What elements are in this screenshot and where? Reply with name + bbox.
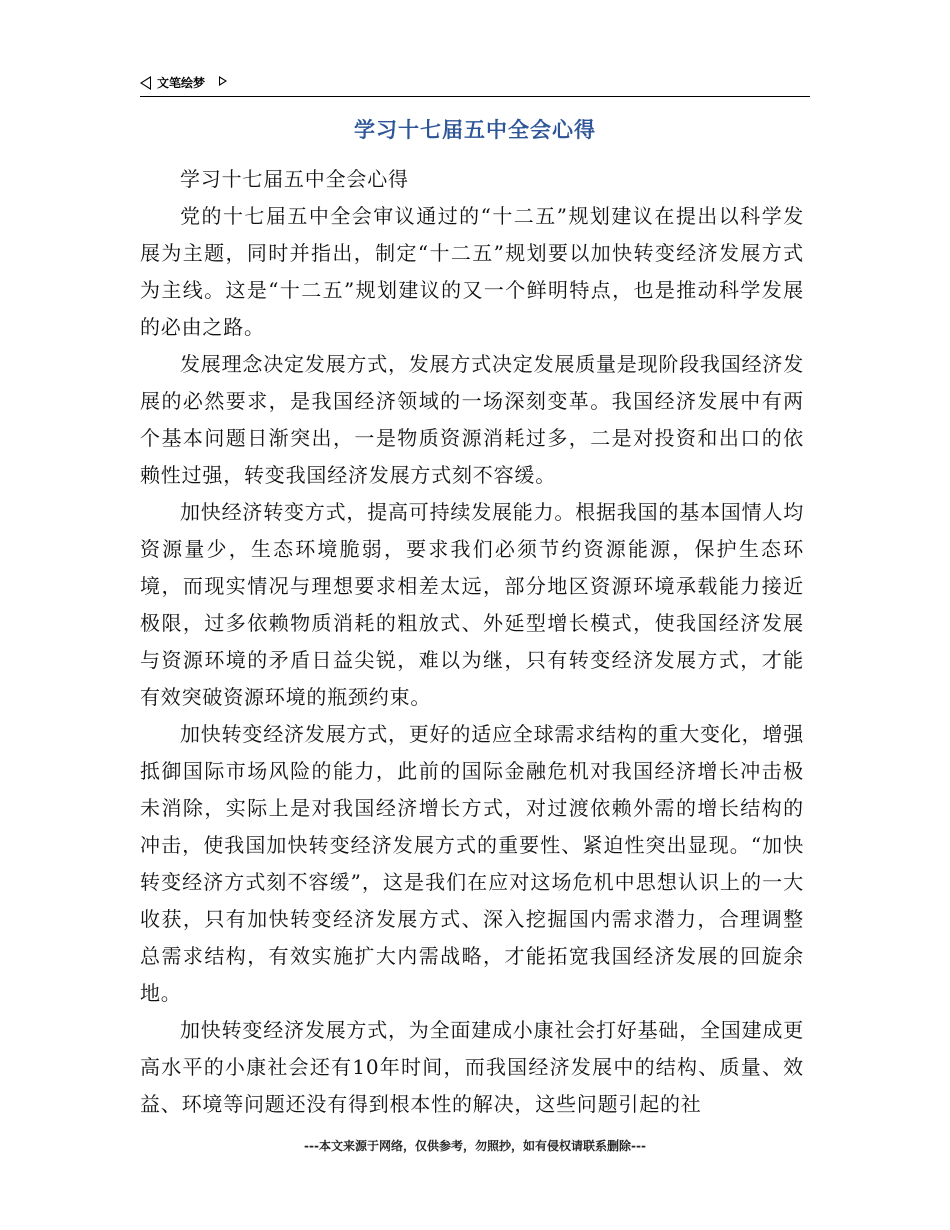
page-footer-disclaimer: ---本文来源于网络，仅供参考，勿照抄，如有侵权请联系删除--- [304, 1139, 646, 1153]
paragraph-subtitle: 学习十七届五中全会心得 [180, 167, 409, 191]
paragraph-2: 发展理念决定发展方式，发展方式决定发展质量是现阶段我国经济发展的必然要求，是我国经济领域的一场深刻变革。我国经济发展中有两个基本问题日渐突出，一是物质资源消耗过多，二是对投资和出口的依赖性过强，转变我国经济发展方式刻不容缓。 [140, 352, 804, 487]
header-brand-text: 文笔绘梦 [157, 76, 206, 90]
paragraph-1: 党的十七届五中全会审议通过的“十二五”规划建议在提出以科学发展为主题，同时并指出，制定“十二五”规划要以加快转变经济发展方式为主线。这是“十二五”规划建议的又一个鲜明特点，也是推动科学发展的必由之路。 [140, 204, 804, 339]
document-body [140, 161, 804, 1123]
paragraph-3: 加快经济转变方式，提高可持续发展能力。根据我国的基本国情人均资源量少，生态环境脆弱，要求我们必须节约资源能源，保护生态环境，而现实情况与理想要求相差太远，部分地区资源环境承载能力接近极限，过多依赖物质消耗的粗放式、外延型增长模式，使我国经济发展与资源环境的矛盾日益尖锐，难以为继，只有转变经济发展方式，才能有效突破资源环境的瓶颈约束。 [140, 500, 804, 709]
triangle-right-outline-icon [219, 76, 227, 86]
paragraph-5: 加快转变经济发展方式，为全面建成小康社会打好基础，全国建成更高水平的小康社会还有10年时间，而我国经济发展中的结构、质量、效益、环境等问题还没有得到根本性的解决，这些问题引起的社 [140, 1018, 804, 1116]
document-title: 学习十七届五中全会心得 [354, 118, 596, 142]
paragraph-4: 加快转变经济发展方式，更好的适应全球需求结构的重大变化，增强抵御国际市场风险的能力，此前的国际金融危机对我国经济增长冲击极未消除，实际上是对我国经济增长方式，对过渡依赖外需的增长结构的冲击，使我国加快转变经济发展方式的重要性、紧迫性突出显现。“加快转变经济方式刻不容缓”，这是我们在应对这场危机中思想认识上的一大收获，只有加快转变经济发展方式、深入挖掘国内需求潜力，合理调整总需求结构，有效实施扩大内需战略，才能拓宽我国经济发展的回旋余地。 [140, 722, 804, 1005]
triangle-left-outline-icon [140, 76, 151, 90]
page-header [140, 72, 810, 97]
header-brand-group [140, 74, 227, 91]
